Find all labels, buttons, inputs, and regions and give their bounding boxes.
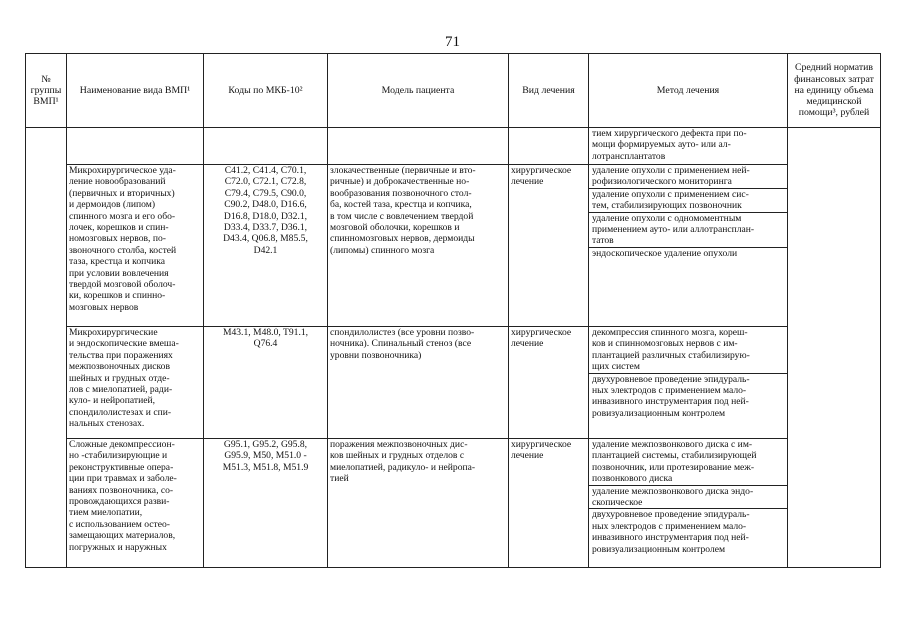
header-codes: Коды по МКБ-10² xyxy=(204,54,328,128)
model-cell: злокачественные (первичные и вто- ричные) и доброкачественные но- вообразования позвоночного стол- ба, костей таза, крестца и копчика, в том числе с вовлечением твердой мозговой оболочки, корешков и спинномозговых нервов, дермоиды (липомы) спинного мозга xyxy=(328,165,509,327)
vmp-name-cell: Микрохирургические и эндоскопические вмеша- тельства при поражениях межпозвоночных дисков шейных и грудных отде- лов с миелопатией, ради- куло- и нейропатией, спондилолистезах и спи- нальных стенозах. xyxy=(67,327,204,439)
header-vmp-name: Наименование вида ВМП¹ xyxy=(67,54,204,128)
method-item: удаление опухоли с применением ней- рофизиологического мониторинга xyxy=(589,165,787,189)
group-no-cell xyxy=(26,128,67,568)
method-item: эндоскопическое удаление опухоли xyxy=(592,247,738,259)
method-item: удаление опухоли с одномоментным применением ауто- или аллотрансплан- татов xyxy=(589,213,787,248)
method-item: удаление межпозвонкового диска с им- плантацией системы, стабилизирующей позвоночник, или протезирование меж- позвонкового диска xyxy=(589,439,787,486)
codes-cell xyxy=(204,128,328,165)
vmp-name-cell xyxy=(67,128,204,165)
methods-cell xyxy=(589,128,788,165)
header-cost: Средний норматив финансовых затрат на единицу объема медицинской помощи³, рублей xyxy=(788,54,881,128)
method-item: удаление опухоли с применением сис- тем, стабилизирующих позвоночник xyxy=(589,189,787,213)
header-model: Модель пациента xyxy=(328,54,509,128)
model-cell: поражения межпозвоночных дис- ков шейных и грудных отделов с миелопатией, радикуло- и нейропа- тией xyxy=(328,439,509,568)
cost-cell xyxy=(788,128,881,568)
page-number: 71 xyxy=(445,34,460,50)
header-group-no: № группы ВМП¹ xyxy=(26,54,67,128)
codes-cell: G95.1, G95.2, G95.8, G95.9, M50, M51.0 - M51.3, M51.8, M51.9 xyxy=(204,439,328,568)
treatment-cell: хирургическое лечение xyxy=(509,165,589,327)
codes-cell: C41.2, C41.4, C70.1, C72.0, C72.1, C72.8, C79.4, C79.5, C90.0, C90.2, D48.0, D16.6, D16.8, D18.0, D32.1, D33.4, D33.7, D36.1, D43.4, Q06.8, M85.5, D42.1 xyxy=(204,165,328,327)
methods-cell xyxy=(589,327,788,439)
vmp-table xyxy=(25,53,881,568)
model-cell xyxy=(328,128,509,165)
treatment-cell xyxy=(509,128,589,165)
treatment-cell: хирургическое лечение xyxy=(509,327,589,439)
table-row xyxy=(26,165,881,327)
vmp-name-cell: Сложные декомпрессион- но -стабилизирующие и реконструктивные опера- ции при травмах и заболе- ваниях позвоночника, со- провождающихся разви- тием миелопатии, с использованием остео- замещающих материалов, погружных и наружных xyxy=(67,439,204,568)
vmp-name-cell: Микрохирургическое уда- ление новообразований (первичных и вторичных) и дермоидов (липом) спинного мозга и его обо- лочек, корешков и спин- номозговых нервов, по- звоночного столба, костей таза, крестца и копчика при условии вовлечения твердой мозговой оболоч- ки, корешков и спинно- мозговых нервов xyxy=(67,165,204,327)
treatment-cell: хирургическое лечение xyxy=(509,439,589,568)
method-item: декомпрессия спинного мозга, кореш- ков и спинномозговых нервов с им- плантацией различных стабилизирую- щих систем xyxy=(589,327,787,374)
header-method: Метод лечения xyxy=(589,54,788,128)
model-cell: спондилолистез (все уровни позво- ночника). Спинальный стеноз (все уровни позвоночника) xyxy=(328,327,509,439)
codes-cell: M43.1, M48.0, T91.1, Q76.4 xyxy=(204,327,328,439)
table-row-continuation xyxy=(26,128,881,165)
header-row xyxy=(26,54,881,128)
header-treatment-type: Вид лечения xyxy=(509,54,589,128)
methods-cell xyxy=(589,439,788,568)
method-item: двухуровневое проведение эпидураль- ных электродов с применением мало- инвазивного инструментария под ней- ровизуализационным контролем xyxy=(592,373,750,419)
method-item: тием хирургического дефекта при по- мощи формируемых ауто- или ал- лотрансплантатов xyxy=(592,128,747,162)
table-row xyxy=(26,327,881,439)
table-row xyxy=(26,439,881,568)
method-item: удаление межпозвонкового диска эндо- скопическое xyxy=(589,486,787,510)
methods-cell xyxy=(589,165,788,327)
method-item: двухуровневое проведение эпидураль- ных электродов с применением мало- инвазивного инструментария под ней- ровизуализационным контролем xyxy=(592,509,750,555)
